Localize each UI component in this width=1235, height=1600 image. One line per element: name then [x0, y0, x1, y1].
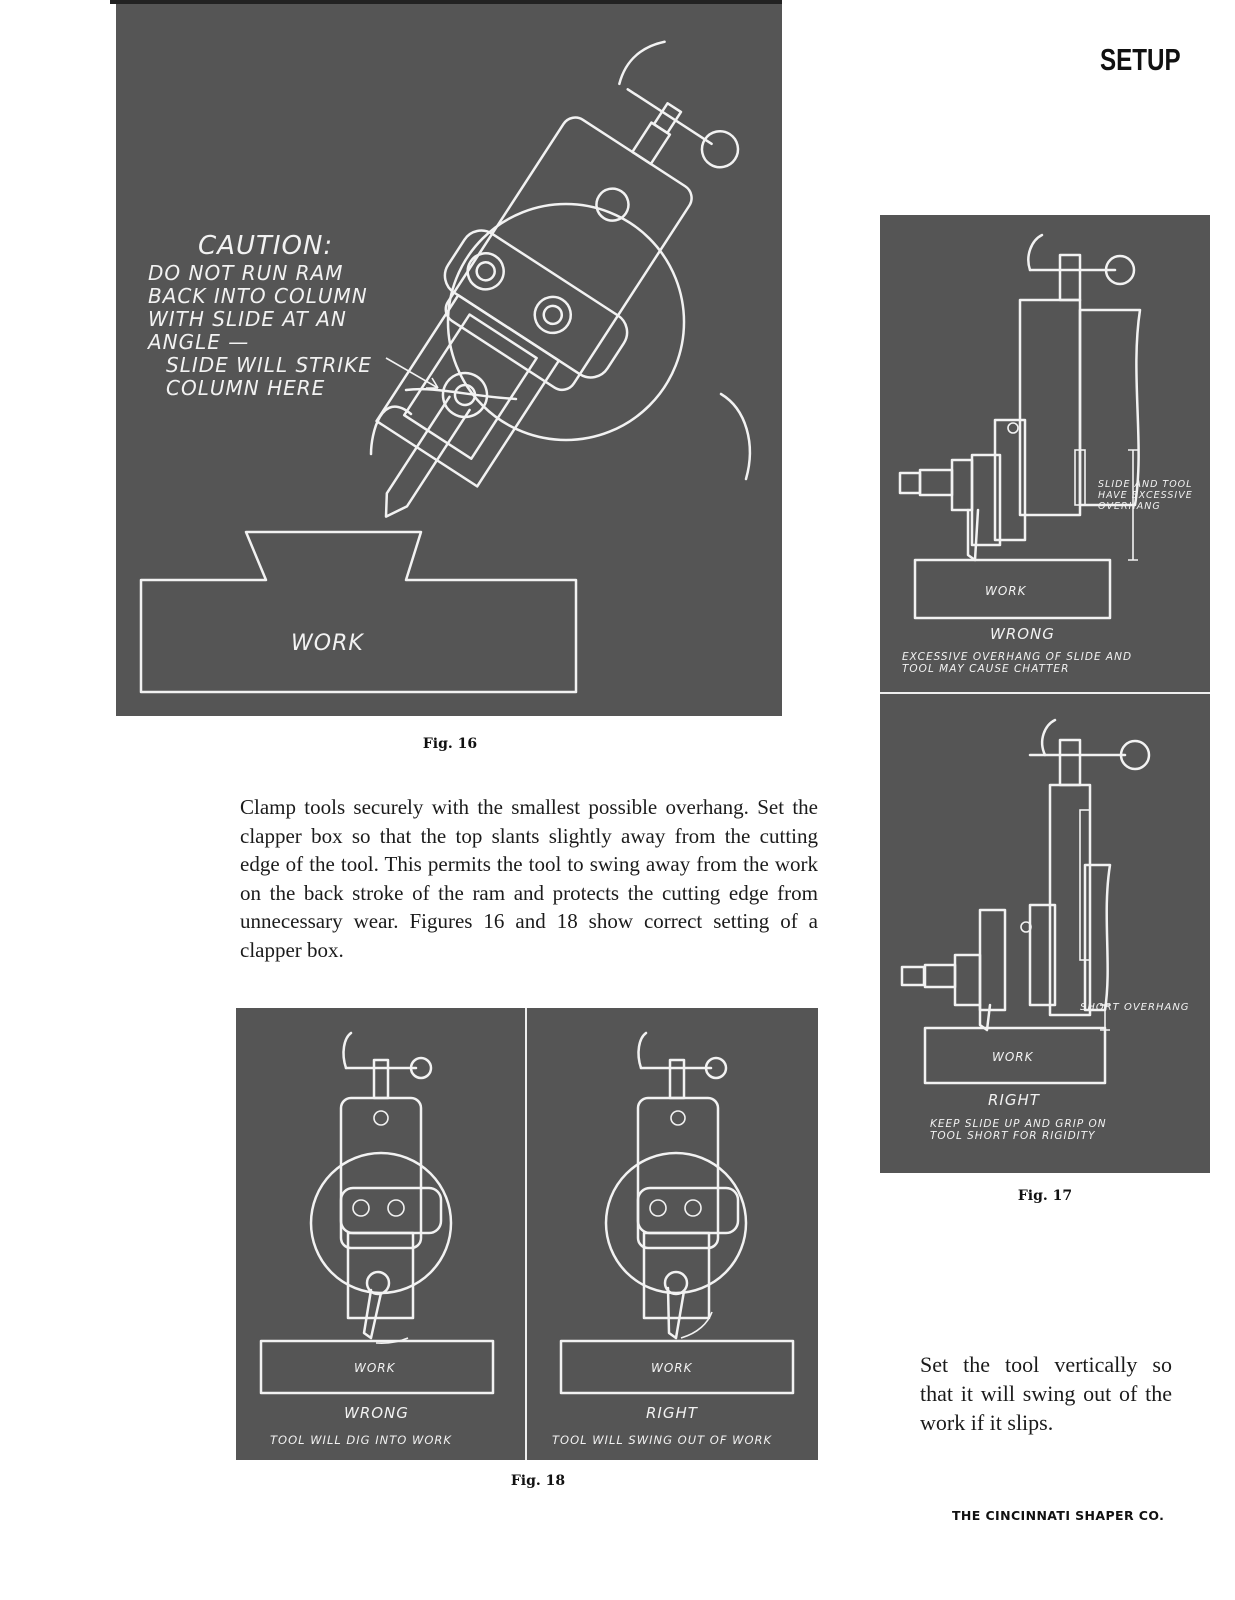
work-label: WORK [985, 584, 1027, 598]
side-paragraph: Set the tool vertically so that it will swing out of the work if it slips. [920, 1352, 1172, 1435]
figure-17-panel [880, 215, 1210, 1173]
figure-18-drawing [236, 1008, 818, 1460]
work-label: WORK [354, 1361, 396, 1375]
verdict-right: RIGHT [646, 1404, 698, 1422]
caution-line: DO NOT RUN RAM [148, 261, 344, 285]
body-paragraph: Clamp tools securely with the smallest possible overhang. Set the clapper box so that the top slants slightly away from the cutting edge of the tool. This permits the tool to swing away from the work on the back stroke of the ram and protects the cutting edge from unnecessary wear. Figures 16 and 18 show correct setting of a clapper box. [240, 795, 818, 962]
caution-line: ANGLE — [148, 330, 250, 354]
work-label: WORK [651, 1361, 693, 1375]
verdict-right: RIGHT [988, 1091, 1040, 1109]
work-label: WORK [992, 1050, 1034, 1064]
figure-16-caption: Fig. 16 [422, 736, 478, 752]
note-line: TOOL WILL DIG INTO WORK [270, 1433, 452, 1447]
verdict-wrong: WRONG [344, 1404, 409, 1422]
note-line: TOOL WILL SWING OUT OF WORK [552, 1433, 773, 1447]
footer-company: THE CINCINNATI SHAPER CO. [952, 1508, 1165, 1523]
figure-17-caption: Fig. 17 [1017, 1188, 1073, 1204]
note-line: TOOL MAY CAUSE CHATTER [902, 663, 1070, 675]
figure-17-drawing [880, 215, 1210, 1173]
note-line: EXCESSIVE OVERHANG OF SLIDE AND [902, 651, 1133, 663]
caution-line: COLUMN HERE [166, 376, 326, 400]
figure-18-caption: Fig. 18 [510, 1473, 566, 1489]
caution-line: SLIDE WILL STRIKE [166, 353, 372, 377]
overhang-note: SLIDE AND TOOL [1098, 479, 1193, 490]
caution-line: BACK INTO COLUMN [148, 284, 368, 308]
section-title: SETUP [1100, 42, 1181, 77]
overhang-note: SHORT OVERHANG [1080, 1002, 1190, 1013]
note-line: KEEP SLIDE UP AND GRIP ON [930, 1118, 1107, 1130]
figure-16-drawing [116, 4, 782, 716]
overhang-note: HAVE EXCESSIVE [1098, 490, 1193, 501]
verdict-wrong: WRONG [990, 625, 1055, 643]
note-line: TOOL SHORT FOR RIGIDITY [930, 1130, 1096, 1142]
figure-16-panel [116, 4, 782, 716]
caution-line: WITH SLIDE AT AN [148, 307, 347, 331]
work-label: WORK [291, 631, 364, 656]
caution-heading: CAUTION: [198, 231, 334, 261]
figure-18-panel [236, 1008, 818, 1460]
overhang-note: OVERHANG [1098, 501, 1161, 512]
